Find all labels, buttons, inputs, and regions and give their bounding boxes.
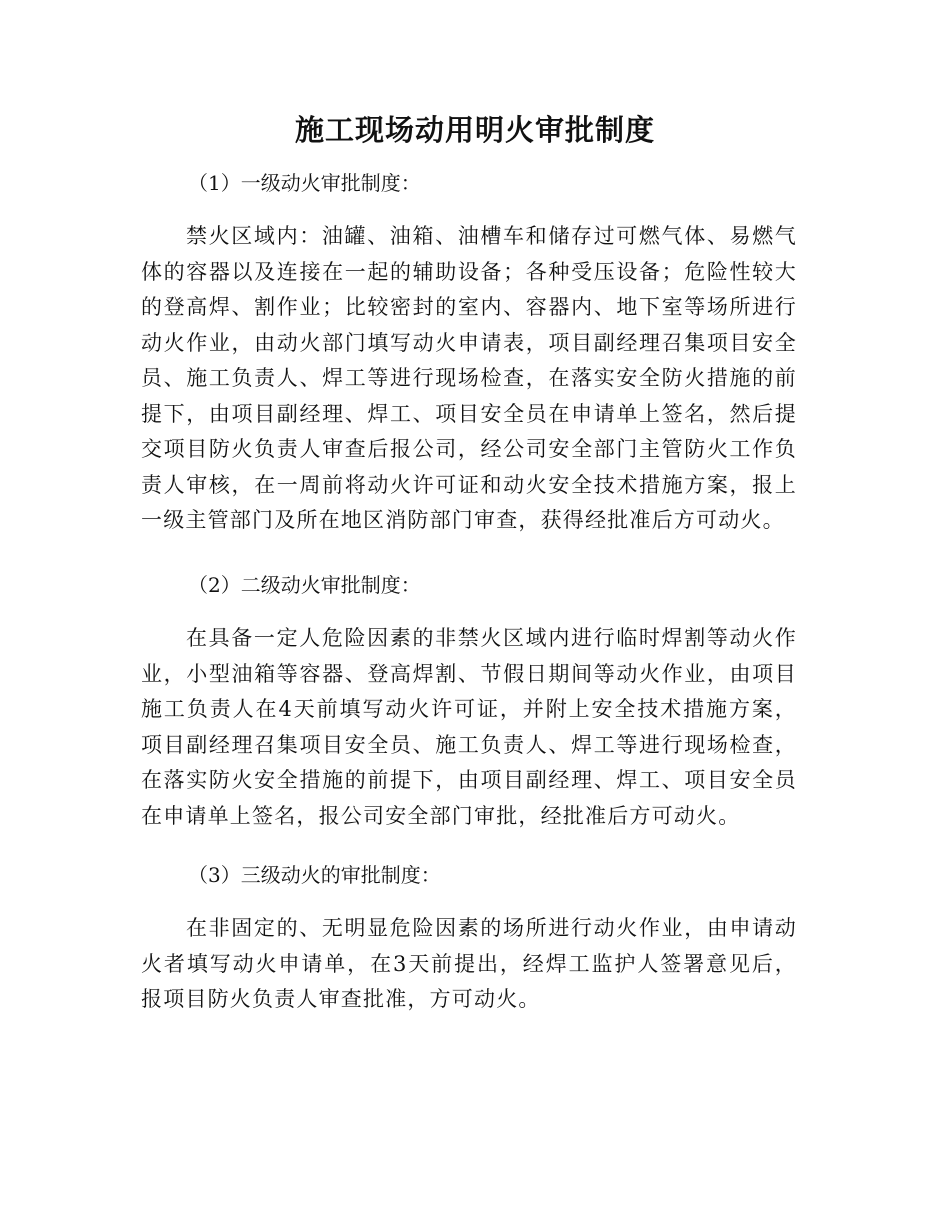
section-body-level-1: 禁火区域内：油罐、油箱、油槽车和储存过可燃气体、易燃气体的容器以及连接在一起的辅助设备；各种受压设备；危险性较大的登高焊、割作业；比较密封的室内、容器内、地下室等场所进行动火作业，由动火部门填写动火申请表，项目副经理召集项目安全员、施工负责人、焊工等进行现场检查，在落实安全防火措施的前提下，由项目副经理、焊工、项目安全员在申请单上签名，然后提交项目防火负责人审查后报公司，经公司安全部门主管防火工作负责人审核，在一周前将动火许可证和动火安全技术措施方案，报上一级主管部门及所在地区消防部门审查，获得经批准后方可动火。: [141, 224, 797, 532]
section-heading-level-2: （2）二级动火审批制度：: [188, 573, 421, 597]
section-body-level-3: 在非固定的、无明显危险因素的场所进行动火作业，由申请动火者填写动火申请单，在3天前提出，经焊工监护人签署意见后，报项目防火负责人审查批准，方可动火。: [141, 916, 797, 1011]
section-heading-level-1: （1）一级动火审批制度：: [188, 171, 421, 195]
document-title: 施工现场动用明火审批制度: [294, 113, 655, 147]
section-heading-level-3: （3）三级动火的审批制度：: [188, 863, 441, 887]
section-body-level-2: 在具备一定人危险因素的非禁火区域内进行临时焊割等动火作业，小型油箱等容器、登高焊割、节假日期间等动火作业，由项目施工负责人在4天前填写动火许可证，并附上安全技术措施方案，项目副经理召集项目安全员、施工负责人、焊工等进行现场检查，在落实防火安全措施的前提下，由项目副经理、焊工、项目安全员在申请单上签名，报公司安全部门审批，经批准后方可动火。: [141, 626, 797, 828]
